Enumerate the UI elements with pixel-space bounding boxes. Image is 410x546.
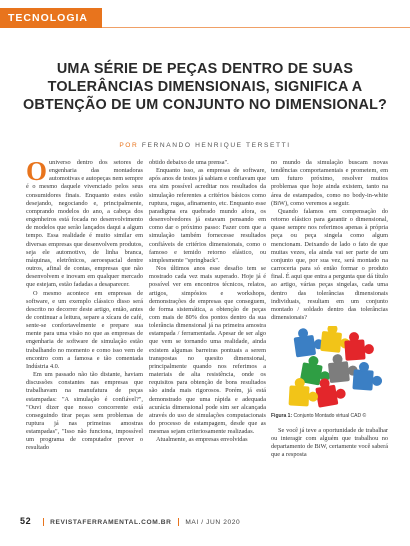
paragraph: obtido debaixo de uma prensa". (149, 159, 229, 166)
paragraph: Nos últimos anos esse desafio tem se mostrado cada vez mais superado. Hoje já é possível ver em encontros técnicos, relatos, artigos, simpósios e workshops, demonstrações de empresas que conseguem, de forma sistemática, a obtenção de peças com mais de 80% dos pontos dentro da sua tolerância dimensional já na primeira amostra estampada / ferramentada. Apesar de ser algo que vem se tornando uma realidade, ainda existem algumas barreiras pontuais a serem transpostas no quesito dimensional, principalmente quando nos referimos a materiais de alta resistência, onde os requisitos para obtenção de bons resultados são ainda mais rigorosos. Porém, já está demonstrado que uma rápida e adequada acurácia dimensional pode sim ser alcançada através do uso de simulações computacionais do processo de estampagem, desde que as mesmas sejam criteriosamente realizadas. (149, 265, 266, 436)
byline (0, 142, 410, 149)
paragraph (26, 159, 143, 290)
body-column-3-continued (271, 427, 388, 499)
top-rule (102, 27, 410, 28)
footer-divider (43, 518, 44, 526)
article-headline: UMA SÉRIE DE PEÇAS DENTRO DE SUAS TOLERÂNCIAS DIMENSIONAIS, SIGNIFICA A OBTENÇÃO DE UM CONJUNTO NO DIMENSIONAL? (22, 61, 388, 113)
body-column-2 (149, 159, 266, 499)
section-tag: TECNOLOGIA (0, 8, 102, 28)
caption-suffix: © (362, 413, 367, 419)
paragraph: Atualmente, as empresas envolvidas (156, 436, 248, 444)
paragraph: Em um passado não tão distante, haviam discussões constantes nas empresas que trabalhavam na manufatura de peças estampadas: "A simulação é confiável?", "Ouvi dizer que nosso concorrente está conseguindo tirar peças sem problemas de ruptura já nas primeiras amostras estampadas", "Isso não funciona, impossível um programa de computador prever o resultado (26, 371, 143, 452)
paragraph: Enquanto isso, as empresas de software, após anos de testes já sabiam e confiavam que era sim possível acreditar nos resultados da simulação referentes a critérios básicos como ruptura, rugas, afinamento, etc. Enquanto esse paradigma era quebrado mundo afora, os desenvolvedores já estavam pensando em como dar o próximo passo: Fazer com que a simulação também fornecesse resultados confiáveis de critérios dimensionais, como o famoso e temido retorno elástico, ou simplesmente "springback". (149, 167, 266, 264)
body-column-1 (26, 159, 143, 499)
page-number: 52 (20, 516, 32, 526)
paragraph: Se você já teve a oportunidade de trabalhar ou interagir com alguém que trabalhou no departamento de BiW, certamente você saberá que a resposta (271, 427, 388, 459)
figure-caption (271, 413, 389, 419)
byline-prefix: POR (119, 142, 139, 149)
caption-text: Conjunto Montado virtual CAD (293, 413, 362, 419)
paragraph: no mundo da simulação buscam novas tendências comportamentais e prometem, em um futuro próximo, resolver muitos problemas que hoje ainda existem, tanto na área de estampados, como no body-in-white (BiW), como veremos a seguir. (271, 159, 388, 207)
byline-author: FERNANDO HENRIQUE TERSETTI (141, 142, 291, 149)
paragraph: Quando falamos em compensação do retorno elástico para garantir o dimensional, quase sempre nos referimos apenas à própria peça ou peça singela como algum mencionam. Deixando de lado o fato de que muitas vezes, ela ainda vai ser parte de um conjunto que, por sua vez, será montado na carroceria para só então formar o produto final. É aqui que entra a pergunta que dá título ao artigo, várias peças singelas, cada uma dentro das tolerâncias dimensionais individuais, resultam em um conjunto montado / soldado dentro das tolerâncias dimensionais? (271, 207, 388, 321)
paragraph: O mesmo acontece em empresas de software, e um exemplo clássico disso será descrito no decorrer deste artigo, então, antes de continuar a leitura, separe a xícara de café, sente-se confortavelmente e prepare sua mente para uma visão no que as empresas de engenharia de software de simulação estão trabalhando no momento e como isso vem de encontro com a famosa e tão comentada Indústria 4.0. (26, 289, 143, 370)
puzzle-figure (271, 326, 389, 412)
puzzle-pieces-image (271, 326, 389, 412)
page-footer (20, 514, 390, 528)
caption-label: Figura 1: (271, 413, 293, 419)
paragraph-text: universo dentro dos setores de engenharia das montadoras automotivas e autopeças nem sempre é o mesmo daquele vivenciado pelos seus consumidores finais. Enquanto estes estão desejando, negociando e, principalmente, comprando modelos do ano, a cabeça dos engenheiros está focada no desenvolvimento de modelos que serão lançados daqui a algum tempo. Essa realidade é muito similar em diversas empresas que desenvolvem produtos, seja ele automotivo, de linha branca, máquinas, eletrônicos, aeroespacial dentre outros, afinal de contas, empresas que não desenvolvem e inovam em qualquer mercado que estejam, estão fadadas a desaparecer. (26, 159, 143, 289)
footer-divider (178, 518, 179, 526)
magazine-url: REVISTAFERRAMENTAL.COM.BR (50, 519, 172, 526)
drop-cap: O (26, 159, 48, 186)
issue-date: MAI / JUN 2020 (185, 519, 241, 526)
